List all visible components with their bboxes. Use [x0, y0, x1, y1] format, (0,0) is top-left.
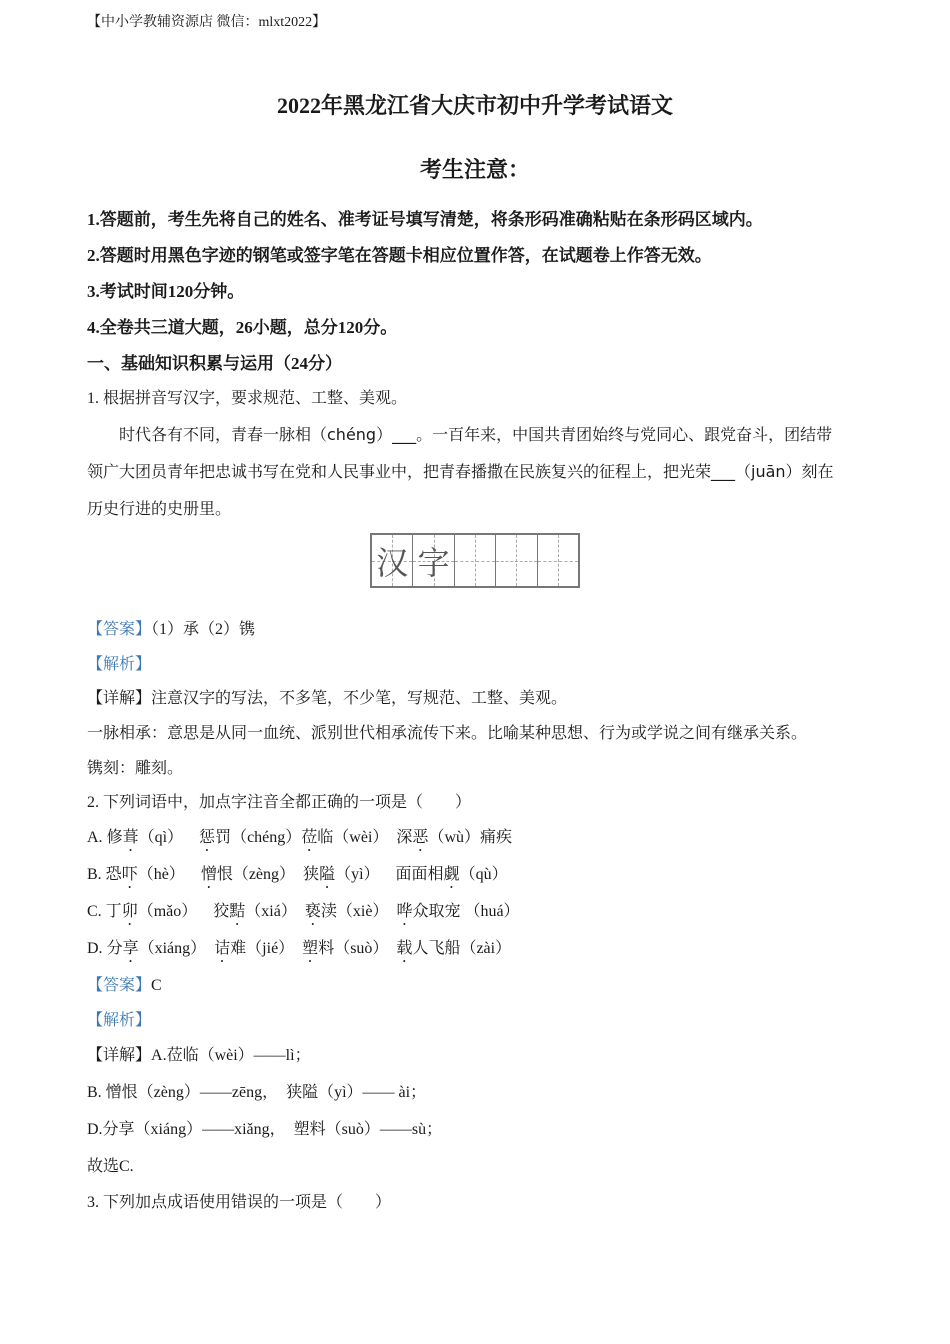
section-heading: 一、基础知识积累与运用（24分） — [87, 354, 342, 373]
answer-text: （1）承（2）镌 — [151, 621, 256, 638]
detail-label: 【详解】 — [87, 1047, 152, 1064]
q2-detail-d: D.分享（xiáng）——xiǎng， 塑料（suò）——sù； — [87, 1121, 443, 1138]
answer-text: C — [151, 977, 162, 994]
q1-passage-line-1: 时代各有不同，青春一脉相（chéng）___。一百年来，中国共青团始终与党同心、跟党奋斗，团结带 — [119, 425, 833, 444]
notice-title: 考生注意： — [419, 157, 530, 182]
grid-cell — [496, 535, 537, 586]
q2-option-c: C. 丁卯（mǎo） 狡黠（xiá） 亵渎（xiè） 哗众取宠 （huá） — [87, 903, 520, 920]
q2-stem: 2. 下列词语中，加点字注音全都正确的一项是（ ） — [87, 794, 472, 811]
q3-stem: 3. 下列加点成语使用错误的一项是（ ） — [87, 1194, 392, 1211]
q1-stem: 1. 根据拼音写汉字，要求规范、工整、美观。 — [87, 390, 408, 407]
answer-label: 【答案】 — [87, 977, 152, 994]
page-header: 【中小学教辅资源店 微信：mlxt2022】 — [87, 15, 327, 30]
q2-detail-b: B. 憎恨（zèng）——zēng， 狭隘（yì）—— ài； — [87, 1084, 427, 1101]
writing-grid — [370, 533, 580, 588]
grid-cell — [538, 535, 578, 586]
q1-passage-line-2: 领广大团员青年把忠诚书写在党和人民事业中，把青春播撒在民族复兴的征程上，把光荣___（juān）刻在 — [87, 462, 834, 481]
detail-text: 注意汉字的写法，不多笔，不少笔，写规范、工整、美观。 — [151, 690, 568, 707]
q1-passage-line-3: 历史行进的史册里。 — [87, 499, 232, 518]
q1-explain-2: 镌刻：雕刻。 — [87, 760, 184, 777]
notice-item-3: 3.考试时间120分钟。 — [87, 282, 245, 301]
answer-label: 【答案】 — [87, 621, 152, 638]
notice-item-2: 2.答题时用黑色字迹的钢笔或签字笔在答题卡相应位置作答，在试题卷上作答无效。 — [87, 246, 712, 265]
detail-label: 【详解】 — [87, 690, 152, 707]
q1-explain-1: 一脉相承：意思是从同一血统、派别世代相承流传下来。比喻某种思想、行为或学说之间有继承关系。 — [87, 725, 808, 742]
q2-answer — [87, 975, 162, 997]
notice-item-4: 4.全卷共三道大题，26小题，总分120分。 — [87, 318, 398, 337]
grid-cell — [455, 535, 496, 586]
q2-option-a: A. 修葺（qì） 惩罚（chéng）莅临（wèi） 深恶（wù）痛疾 — [87, 829, 512, 846]
detail-text: A.莅临（wèi）——lì； — [151, 1047, 311, 1064]
q1-analysis-label: 【解析】 — [87, 656, 152, 673]
grid-cell: 字 — [413, 535, 454, 586]
q2-conclusion: 故选C. — [87, 1158, 134, 1175]
q1-answer — [87, 619, 255, 641]
q2-option-d: D. 分享（xiáng） 诘难（jié） 塑料（suò） 载人飞船（zài） — [87, 940, 512, 957]
exam-title: 2022年黑龙江省大庆市初中升学考试语文 — [276, 93, 673, 118]
q2-option-b: B. 恐吓（hè） 憎恨（zèng） 狭隘（yì） 面面相觑（qù） — [87, 866, 508, 883]
q1-detail — [87, 688, 567, 710]
notice-item-1: 1.答题前，考生先将自己的姓名、准考证号填写清楚，将条形码准确粘贴在条形码区域内。 — [87, 210, 763, 229]
grid-cell: 汉 — [372, 535, 413, 586]
q2-detail-a — [87, 1045, 311, 1067]
q2-analysis-label: 【解析】 — [87, 1012, 152, 1029]
